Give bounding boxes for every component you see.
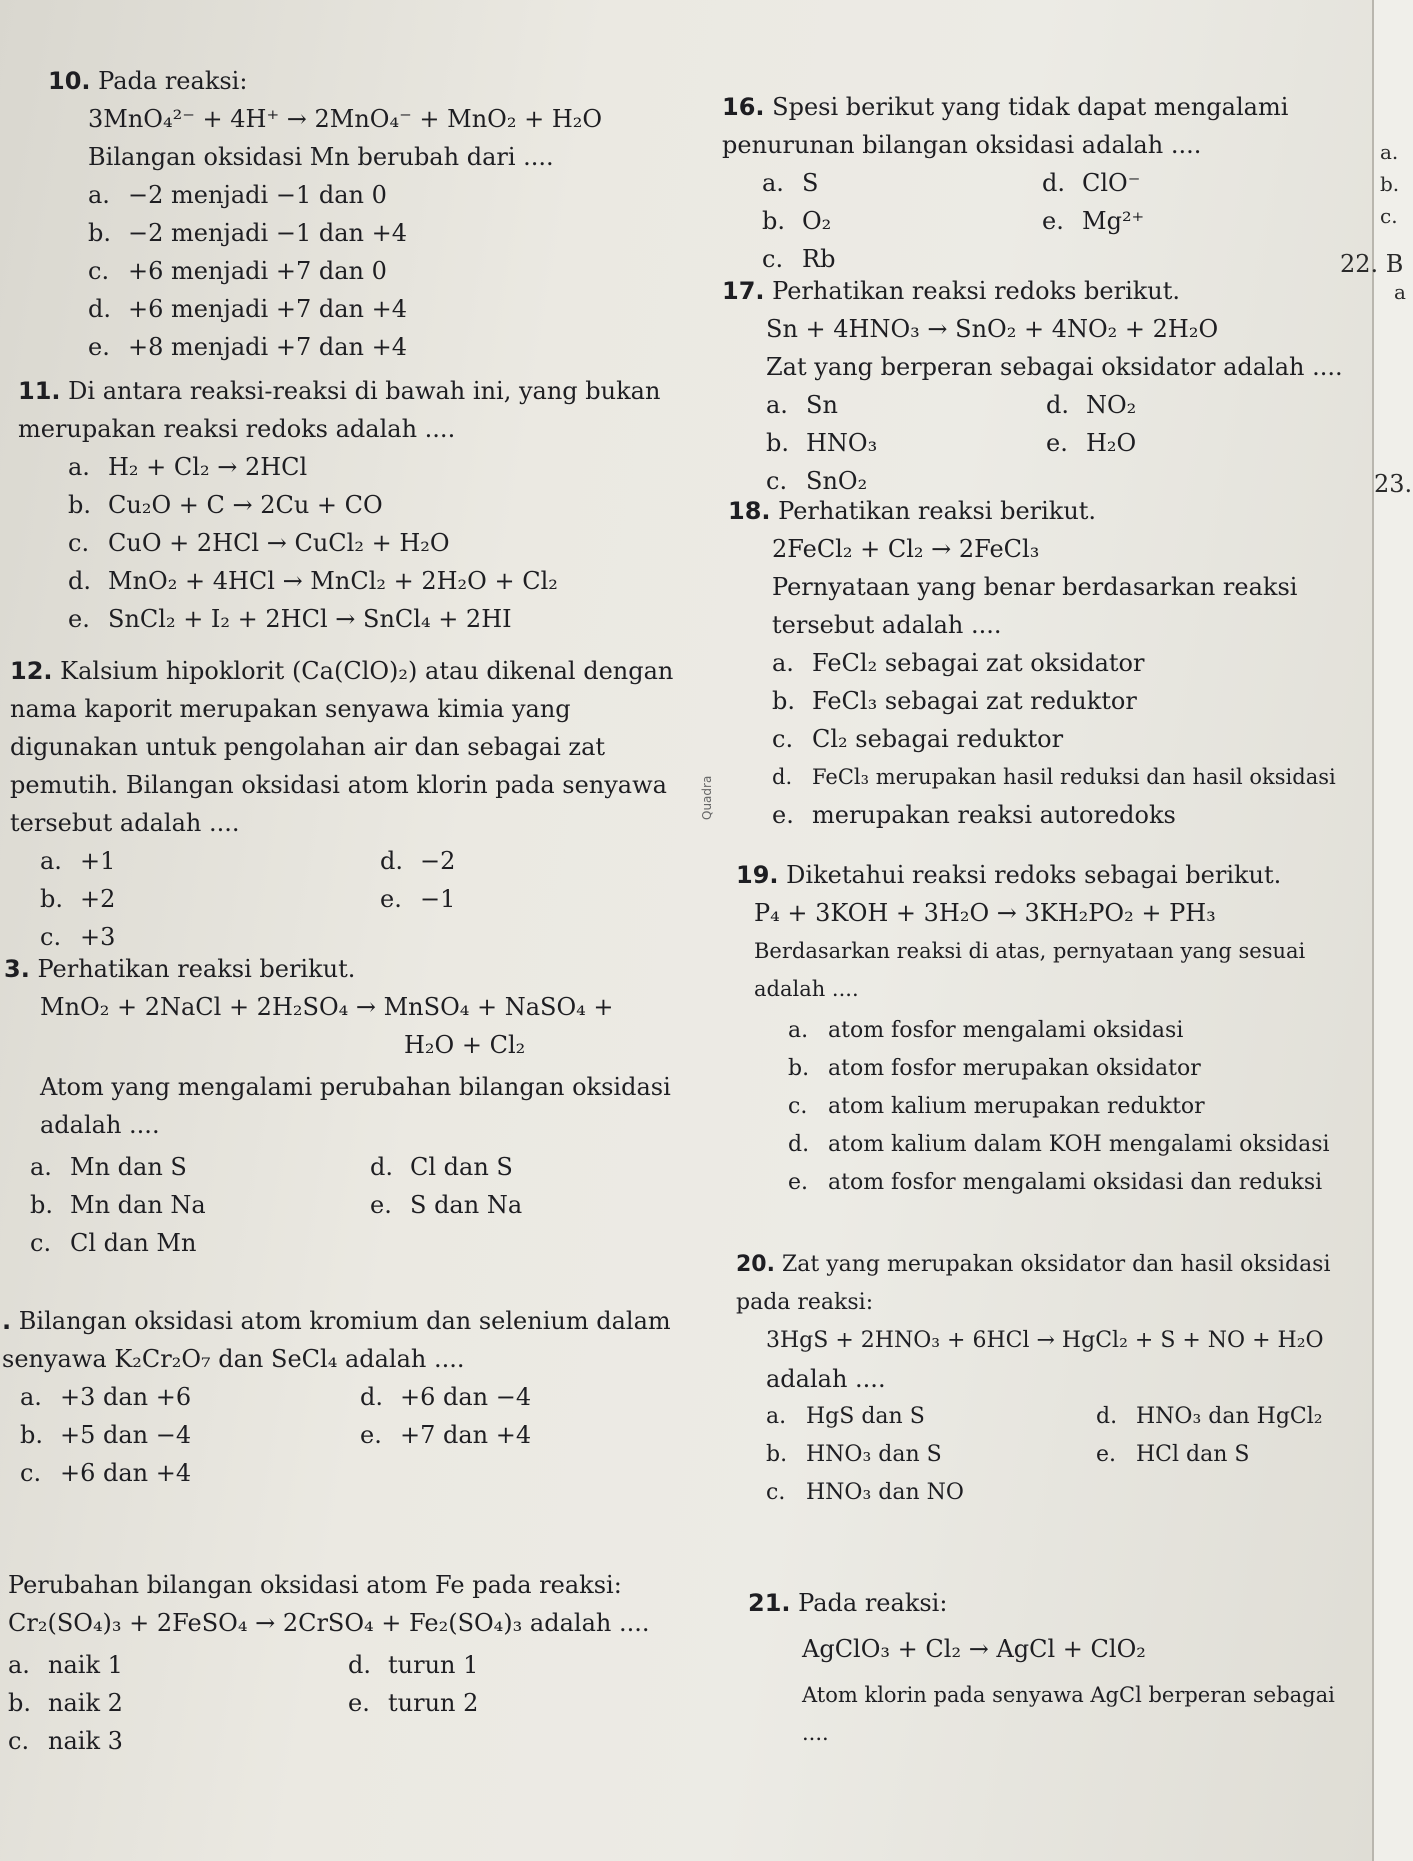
q13-number: 3. xyxy=(4,955,30,983)
option[interactable] xyxy=(348,1646,668,1684)
option-letter: d. xyxy=(380,847,403,875)
option[interactable] xyxy=(88,214,708,252)
q18-question: Pernyataan yang benar berdasarkan reaksi tersebut adalah .... xyxy=(772,573,1298,639)
q10-options xyxy=(48,176,708,366)
edge-mark: b. xyxy=(1380,172,1400,196)
q19-stem: Diketahui reaksi redoks sebagai berikut. xyxy=(786,861,1282,889)
option-letter: c. xyxy=(30,1229,52,1257)
option-letter: b. xyxy=(20,1421,43,1449)
option-text: +6 dan −4 xyxy=(400,1383,532,1411)
q13-question: Atom yang mengalami perubahan bilangan oksidasi adalah .... xyxy=(40,1073,671,1139)
option-text: atom fosfor merupakan oksidator xyxy=(828,1056,1201,1081)
question-16 xyxy=(722,88,1362,278)
q19-options xyxy=(736,1012,1366,1202)
option-text: Cl dan Mn xyxy=(70,1229,197,1257)
option-text: atom kalium merupakan reduktor xyxy=(828,1094,1205,1119)
option-text: Cl dan S xyxy=(410,1153,513,1181)
option[interactable] xyxy=(68,448,698,486)
option-letter: b. xyxy=(40,885,63,913)
option[interactable] xyxy=(68,486,698,524)
q17-stem: Perhatikan reaksi redoks berikut. xyxy=(772,277,1181,305)
option-text: +6 dan +4 xyxy=(60,1459,192,1487)
option-text: Mn dan Na xyxy=(70,1191,206,1219)
option-letter: e. xyxy=(348,1689,370,1717)
option-text: HNO₃ xyxy=(806,429,878,457)
q21-equation: AgClO₃ + Cl₂ → AgCl + ClO₂ xyxy=(802,1635,1146,1663)
option-letter: a. xyxy=(20,1383,42,1411)
option-letter: a. xyxy=(68,453,90,481)
option-letter: c. xyxy=(68,529,90,557)
option[interactable] xyxy=(68,562,698,600)
option-text: turun 1 xyxy=(388,1651,479,1679)
option-text: H₂ + Cl₂ → 2HCl xyxy=(108,453,308,481)
q12-stem: Kalsium hipoklorit (Ca(ClO)₂) atau dikenal dengan nama kaporit merupakan senyawa kimia yang digunakan untuk pengolahan air dan sebagai zat pemutih. Bilangan oksidasi atom klorin pada senyawa tersebut adalah .... xyxy=(10,657,674,837)
q20-options xyxy=(736,1398,1372,1512)
option[interactable] xyxy=(762,202,1042,240)
option-text: merupakan reaksi autoredoks xyxy=(812,801,1176,829)
option[interactable] xyxy=(1046,424,1326,462)
q14-options xyxy=(2,1378,692,1492)
option[interactable] xyxy=(68,524,698,562)
option[interactable] xyxy=(1096,1436,1396,1474)
q15-equation: Cr₂(SO₄)₃ + 2FeSO₄ → 2CrSO₄ + Fe₂(SO₄)₃ adalah .... xyxy=(8,1609,650,1637)
option[interactable] xyxy=(788,1088,1366,1126)
q18-options xyxy=(728,644,1368,834)
option-text: turun 2 xyxy=(388,1689,479,1717)
option-text: SnO₂ xyxy=(806,467,868,495)
option[interactable] xyxy=(30,1186,370,1224)
option[interactable] xyxy=(88,252,708,290)
option-text: +3 dan +6 xyxy=(60,1383,192,1411)
option-letter: d. xyxy=(1042,169,1065,197)
q19-question: Berdasarkan reaksi di atas, pernyataan yang sesuai adalah .... xyxy=(754,939,1306,1001)
edge-mark: c. xyxy=(1380,204,1398,228)
option[interactable] xyxy=(68,600,698,638)
option[interactable] xyxy=(766,1436,1096,1474)
q10-number: 10. xyxy=(48,67,91,95)
q13-equation-line1: MnO₂ + 2NaCl + 2H₂SO₄ → MnSO₄ + NaSO₄ + xyxy=(40,993,614,1021)
option[interactable] xyxy=(766,1398,1096,1436)
option-letter: b. xyxy=(30,1191,53,1219)
option[interactable] xyxy=(8,1722,348,1760)
q15-options xyxy=(8,1646,698,1760)
option-letter: d. xyxy=(1096,1404,1118,1429)
edge-mark: 22. B xyxy=(1340,250,1404,278)
option-letter: b. xyxy=(88,219,111,247)
option[interactable] xyxy=(788,1050,1366,1088)
option-letter: a. xyxy=(788,1018,809,1043)
option-letter: b. xyxy=(766,1442,788,1467)
option-text: HNO₃ dan HgCl₂ xyxy=(1136,1404,1323,1429)
option-letter: d. xyxy=(370,1153,393,1181)
question-17 xyxy=(722,272,1362,500)
option-letter: b. xyxy=(772,687,795,715)
q21-number: 21. xyxy=(748,1589,791,1617)
option-letter: e. xyxy=(68,605,90,633)
option[interactable] xyxy=(788,1164,1366,1202)
option-text: O₂ xyxy=(802,207,832,235)
option-letter: a. xyxy=(772,649,794,677)
option-letter: c. xyxy=(88,257,110,285)
option[interactable] xyxy=(380,880,700,918)
option-text: Cu₂O + C → 2Cu + CO xyxy=(108,491,383,519)
q13-stem: Perhatikan reaksi berikut. xyxy=(37,955,356,983)
q16-options xyxy=(722,164,1362,278)
option-text: Sn xyxy=(806,391,838,419)
option-letter: d. xyxy=(1046,391,1069,419)
option[interactable] xyxy=(20,1378,360,1416)
option[interactable] xyxy=(766,386,1046,424)
option-text: HNO₃ dan NO xyxy=(806,1480,964,1505)
q18-equation: 2FeCl₂ + Cl₂ → 2FeCl₃ xyxy=(772,535,1040,563)
question-14 xyxy=(2,1302,692,1492)
q11-options xyxy=(18,448,698,638)
q20-question: adalah .... xyxy=(766,1365,886,1393)
q17-options xyxy=(722,386,1362,500)
option-letter: a. xyxy=(762,169,784,197)
question-15 xyxy=(8,1566,698,1760)
option-text: FeCl₂ sebagai zat oksidator xyxy=(812,649,1145,677)
option-text: FeCl₃ merupakan hasil reduksi dan hasil oksidasi xyxy=(812,765,1336,789)
option[interactable] xyxy=(380,842,700,880)
question-12 xyxy=(10,652,690,956)
q10-equation: 3MnO₄²⁻ + 4H⁺ → 2MnO₄⁻ + MnO₂ + H₂O xyxy=(88,105,603,133)
q21-stem: Pada reaksi: xyxy=(798,1589,948,1617)
question-11 xyxy=(18,372,698,638)
option-letter: a. xyxy=(766,1404,787,1429)
option[interactable] xyxy=(360,1378,680,1416)
option-letter: c. xyxy=(772,725,794,753)
option[interactable] xyxy=(20,1416,360,1454)
option[interactable] xyxy=(766,424,1046,462)
option-text: −2 menjadi −1 dan 0 xyxy=(128,181,387,209)
q20-number: 20. xyxy=(736,1252,775,1277)
option-letter: e. xyxy=(788,1170,809,1195)
edge-mark: 23. xyxy=(1374,470,1413,498)
option-text: +2 xyxy=(80,885,116,913)
option-letter: b. xyxy=(766,429,789,457)
q17-equation: Sn + 4HNO₃ → SnO₂ + 4NO₂ + 2H₂O xyxy=(766,315,1219,343)
option-letter: c. xyxy=(762,245,784,273)
option[interactable] xyxy=(772,758,1368,796)
option[interactable] xyxy=(20,1454,360,1492)
option[interactable] xyxy=(88,176,708,214)
option-letter: d. xyxy=(772,765,793,789)
option[interactable] xyxy=(772,796,1368,834)
q12-number: 12. xyxy=(10,657,53,685)
option-letter: e. xyxy=(380,885,402,913)
option[interactable] xyxy=(360,1416,680,1454)
option-text: atom fosfor mengalami oksidasi xyxy=(828,1018,1184,1043)
option[interactable] xyxy=(788,1012,1366,1050)
option-letter: a. xyxy=(40,847,62,875)
option-letter: e. xyxy=(1046,429,1068,457)
option-text: FeCl₃ sebagai zat reduktor xyxy=(812,687,1137,715)
option[interactable] xyxy=(40,880,380,918)
option[interactable] xyxy=(370,1186,690,1224)
option-text: HCl dan S xyxy=(1136,1442,1250,1467)
option-text: naik 3 xyxy=(48,1727,123,1755)
q16-number: 16. xyxy=(722,93,765,121)
option-text: CuO + 2HCl → CuCl₂ + H₂O xyxy=(108,529,450,557)
option-letter: c. xyxy=(788,1094,808,1119)
option-letter: a. xyxy=(88,181,110,209)
option[interactable] xyxy=(788,1126,1366,1164)
option[interactable] xyxy=(1046,386,1326,424)
option-text: +3 xyxy=(80,923,116,951)
option-letter: c. xyxy=(8,1727,30,1755)
option-letter: d. xyxy=(788,1132,810,1157)
option[interactable] xyxy=(762,164,1042,202)
q10-question: Bilangan oksidasi Mn berubah dari .... xyxy=(88,143,554,171)
option[interactable] xyxy=(88,328,708,366)
question-21 xyxy=(748,1584,1368,1752)
option-text: naik 2 xyxy=(48,1689,123,1717)
q19-number: 19. xyxy=(736,861,779,889)
option-letter: e. xyxy=(360,1421,382,1449)
option[interactable] xyxy=(8,1684,348,1722)
option-text: ClO⁻ xyxy=(1082,169,1141,197)
q15-stem: Perubahan bilangan oksidasi atom Fe pada reaksi: xyxy=(8,1571,622,1599)
option-text: MnO₂ + 4HCl → MnCl₂ + 2H₂O + Cl₂ xyxy=(108,567,558,595)
option[interactable] xyxy=(348,1684,668,1722)
question-19 xyxy=(736,856,1366,1202)
option-text: NO₂ xyxy=(1086,391,1137,419)
q17-number: 17. xyxy=(722,277,765,305)
option-letter: b. xyxy=(762,207,785,235)
q21-question: Atom klorin pada senyawa AgCl berperan sebagai .... xyxy=(802,1683,1335,1745)
option-letter: e. xyxy=(1096,1442,1117,1467)
option-text: Cl₂ sebagai reduktor xyxy=(812,725,1064,753)
q19-equation: P₄ + 3KOH + 3H₂O → 3KH₂PO₂ + PH₃ xyxy=(754,899,1216,927)
option-text: S xyxy=(802,169,819,197)
option[interactable] xyxy=(88,290,708,328)
option-text: Rb xyxy=(802,245,836,273)
option[interactable] xyxy=(8,1646,348,1684)
option-letter: b. xyxy=(788,1056,810,1081)
gutter-publisher-text: Quadra xyxy=(700,775,714,820)
option-letter: c. xyxy=(766,1480,786,1505)
option-text: H₂O xyxy=(1086,429,1137,457)
option-letter: d. xyxy=(360,1383,383,1411)
question-20 xyxy=(736,1246,1372,1512)
option-letter: a. xyxy=(8,1651,30,1679)
option-text: naik 1 xyxy=(48,1651,123,1679)
option-text: Mg²⁺ xyxy=(1082,207,1145,235)
q18-stem: Perhatikan reaksi berikut. xyxy=(778,497,1097,525)
option[interactable] xyxy=(30,1224,370,1262)
q11-stem: Di antara reaksi-reaksi di bawah ini, yang bukan merupakan reaksi redoks adalah .... xyxy=(18,377,661,443)
option-text: SnCl₂ + I₂ + 2HCl → SnCl₄ + 2HI xyxy=(108,605,512,633)
option-letter: e. xyxy=(88,333,110,361)
edge-mark: a xyxy=(1394,280,1406,304)
option-text: +7 dan +4 xyxy=(400,1421,532,1449)
option-text: −1 xyxy=(420,885,456,913)
q14-number: . xyxy=(2,1307,12,1335)
option-text: −2 xyxy=(420,847,456,875)
option-text: +6 menjadi +7 dan +4 xyxy=(128,295,407,323)
q10-stem: Pada reaksi: xyxy=(98,67,248,95)
option[interactable] xyxy=(772,644,1368,682)
question-18 xyxy=(728,492,1368,834)
option-text: HgS dan S xyxy=(806,1404,925,1429)
option[interactable] xyxy=(1042,164,1322,202)
option-letter: e. xyxy=(772,801,794,829)
option-text: −2 menjadi −1 dan +4 xyxy=(128,219,407,247)
option[interactable] xyxy=(772,720,1368,758)
q13-options xyxy=(4,1148,694,1262)
q16-stem: Spesi berikut yang tidak dapat mengalami penurunan bilangan oksidasi adalah .... xyxy=(722,93,1289,159)
option-letter: c. xyxy=(766,467,788,495)
option-text: +5 dan −4 xyxy=(60,1421,192,1449)
q13-equation-line2: H₂O + Cl₂ xyxy=(404,1031,526,1059)
edge-mark: a. xyxy=(1380,140,1399,164)
option-letter: d. xyxy=(68,567,91,595)
option-text: +1 xyxy=(80,847,116,875)
option[interactable] xyxy=(772,682,1368,720)
q17-question: Zat yang berperan sebagai oksidator adalah .... xyxy=(766,353,1343,381)
option[interactable] xyxy=(370,1148,690,1186)
option[interactable] xyxy=(766,1474,1096,1512)
option-text: S dan Na xyxy=(410,1191,523,1219)
option-text: +8 menjadi +7 dan +4 xyxy=(128,333,407,361)
q12-options xyxy=(10,842,690,956)
option[interactable] xyxy=(1042,202,1322,240)
option-letter: a. xyxy=(30,1153,52,1181)
option-letter: d. xyxy=(88,295,111,323)
q11-number: 11. xyxy=(18,377,61,405)
option[interactable] xyxy=(30,1148,370,1186)
option-text: atom fosfor mengalami oksidasi dan reduksi xyxy=(828,1170,1323,1195)
q14-stem: Bilangan oksidasi atom kromium dan selenium dalam senyawa K₂Cr₂O₇ dan SeCl₄ adalah .... xyxy=(2,1307,671,1373)
question-13 xyxy=(4,950,694,1262)
option[interactable] xyxy=(1096,1398,1396,1436)
option-text: HNO₃ dan S xyxy=(806,1442,942,1467)
option-letter: c. xyxy=(40,923,62,951)
option-letter: a. xyxy=(766,391,788,419)
option-letter: b. xyxy=(8,1689,31,1717)
q20-equation: 3HgS + 2HNO₃ + 6HCl → HgCl₂ + S + NO + H₂O xyxy=(766,1328,1324,1353)
option-letter: c. xyxy=(20,1459,42,1487)
option-text: +6 menjadi +7 dan 0 xyxy=(128,257,387,285)
question-10 xyxy=(48,62,708,366)
option[interactable] xyxy=(40,842,380,880)
option-letter: e. xyxy=(370,1191,392,1219)
option-text: Mn dan S xyxy=(70,1153,187,1181)
option-text: atom kalium dalam KOH mengalami oksidasi xyxy=(828,1132,1330,1157)
q18-number: 18. xyxy=(728,497,771,525)
next-page-edge xyxy=(1372,0,1413,1861)
option-letter: b. xyxy=(68,491,91,519)
q20-stem: Zat yang merupakan oksidator dan hasil oksidasi pada reaksi: xyxy=(736,1252,1331,1315)
option-letter: e. xyxy=(1042,207,1064,235)
option-letter: d. xyxy=(348,1651,371,1679)
